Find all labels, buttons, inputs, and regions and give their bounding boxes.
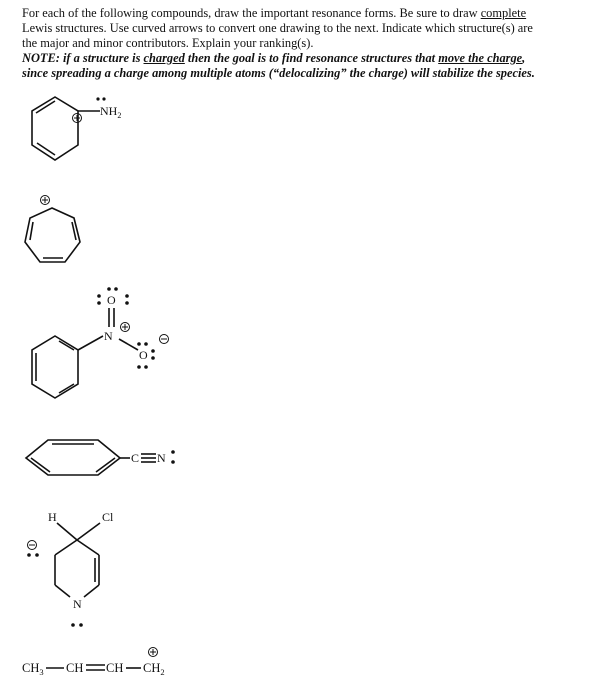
- ch2-label: $CH_2$: [143, 661, 165, 677]
- ch3-label: $CH_3$: [22, 661, 44, 677]
- compound-2-cycloheptatrienyl-cation: [25, 196, 80, 263]
- lone-pair-dot: [171, 450, 175, 454]
- lone-pair-dot: [137, 365, 141, 369]
- compound-4-benzonitrile: [26, 440, 175, 475]
- compound-6-allylic-cation: [22, 648, 165, 678]
- nh2-label: $NH_2$: [100, 104, 122, 120]
- note-text: ,: [522, 51, 526, 65]
- ring-bond: [84, 585, 99, 597]
- lone-pair-dot: [151, 356, 155, 360]
- benzene-ring: [26, 440, 120, 475]
- oxygen-right-label: O: [139, 348, 148, 362]
- instruction-line-3: the major and minor contributors. Explain your ranking(s).: [22, 36, 314, 50]
- lone-pair-dot: [125, 301, 129, 305]
- nitrogen-label: N: [104, 329, 113, 343]
- nitrogen-label: N: [73, 597, 82, 611]
- note-text: then the goal is to find resonance structures that: [184, 51, 439, 65]
- lone-pair-dot: [151, 349, 155, 353]
- instruction-text: For each of the following compounds, draw the important resonance forms. Be sure to draw: [22, 6, 481, 20]
- ring-bond: [55, 540, 77, 555]
- c-n-bond: [78, 336, 103, 350]
- compound-3-nitrobenzene: [32, 287, 169, 398]
- lone-pair-dot: [114, 287, 118, 291]
- lone-pair-dot: [125, 294, 129, 298]
- carbon-label: C: [131, 451, 140, 465]
- ch-label: CH: [106, 661, 124, 675]
- lone-pair-dot: [35, 553, 39, 557]
- underlined-charged: charged: [143, 51, 185, 65]
- lone-pair-dot: [97, 294, 101, 298]
- lone-pair-dot: [137, 342, 141, 346]
- n-o-single-bond: [119, 339, 138, 350]
- lone-pair-dot: [144, 365, 148, 369]
- underlined-move-the-charge: move the charge: [438, 51, 523, 65]
- lone-pair-dot: [79, 623, 83, 627]
- c-h-bond: [57, 523, 77, 540]
- nitrogen-label: N: [157, 451, 166, 465]
- c-cl-bond: [77, 523, 100, 540]
- compound-1-aminocyclohexadienyl-cation: [32, 97, 121, 160]
- oxygen-top-label: O: [107, 293, 116, 307]
- ring-bond: [77, 540, 99, 555]
- lone-pair-dot: [27, 553, 31, 557]
- compound-5-dihydropyridine-anion: [27, 510, 114, 627]
- note-line-2: since spreading a charge among multiple atoms (“delocalizing” the charge) will stabilize the species.: [22, 66, 535, 80]
- six-membered-ring: [32, 97, 78, 160]
- lone-pair-dot: [144, 342, 148, 346]
- instruction-line-2: Lewis structures. Use curved arrows to convert one drawing to the next. Indicate which structure(s) are: [22, 21, 533, 35]
- benzene-ring: [32, 336, 78, 398]
- lone-pair-dot: [96, 97, 99, 100]
- underlined-complete: complete: [480, 6, 527, 20]
- note-text: NOTE: if a structure is: [22, 51, 144, 65]
- seven-membered-ring: [25, 208, 80, 262]
- chlorine-label: Cl: [102, 510, 114, 524]
- ch-label: CH: [66, 661, 84, 675]
- double-bond-inner: [30, 222, 33, 240]
- hydrogen-label: H: [48, 510, 57, 524]
- lone-pair-dot: [102, 97, 105, 100]
- lone-pair-dot: [107, 287, 111, 291]
- lone-pair-dot: [71, 623, 75, 627]
- lone-pair-dot: [171, 460, 175, 464]
- ring-bond: [55, 585, 70, 597]
- lone-pair-dot: [97, 301, 101, 305]
